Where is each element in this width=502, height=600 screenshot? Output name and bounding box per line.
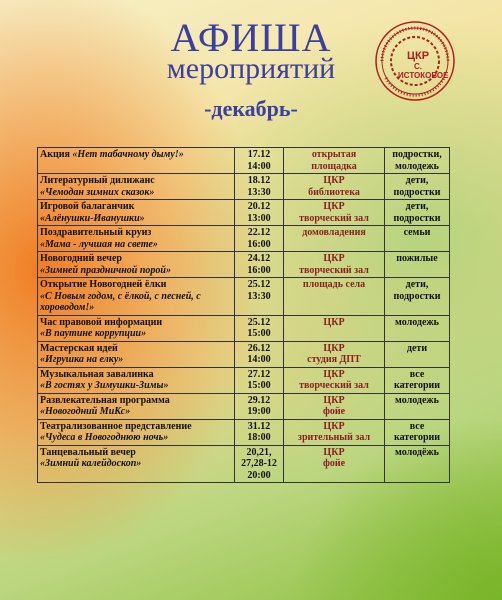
event-name: «Алёнушки-Иванушки» [40,212,145,224]
event-aud1: подростки, [392,149,442,160]
event-aud2: подростки [393,290,441,302]
logo-label-line2: С. ИСТОКОВОЕ [398,62,449,80]
event-name: «С Новым годом, с ёлкой, с песней, с хороводом!» [40,290,201,313]
event-place1: ЦКР [323,201,345,212]
event-row [38,226,450,252]
event-row [38,315,450,341]
event-audience [385,278,450,316]
event-place2: зрительный зал [297,432,371,443]
event-cell [38,174,235,200]
event-audience [385,393,450,419]
event-aud1: пожилые [396,253,438,264]
event-audience [385,200,450,226]
event-cell [38,252,235,278]
event-datetime [235,148,284,174]
event-time: 15:00 [247,328,271,339]
event-type: Открытие Новогодней ёлки [40,279,167,290]
event-row [38,445,450,483]
event-cell [38,200,235,226]
event-date: 29.12 [247,394,271,406]
event-cell [38,315,235,341]
event-name: «Чемодан зимних сказок» [40,186,155,198]
event-place [284,419,385,445]
event-row [38,174,450,200]
event-date: 31.12 [247,420,271,432]
event-cell [38,278,235,316]
event-place2: библиотека [308,186,360,198]
event-place2: студия ДПТ [307,354,361,365]
event-place2: фойе [322,458,346,469]
event-place2: творческий зал [299,264,369,276]
event-place [284,252,385,278]
event-audience [385,341,450,367]
event-place1: домовладения [302,227,366,238]
event-row [38,200,450,226]
event-time: 13:30 [247,186,271,198]
event-aud1: все [409,368,425,380]
event-name: «Зимней праздничной порой» [40,264,171,276]
event-name: «Нет табачному дыму!» [72,149,184,160]
event-time: 13:30 [247,290,271,302]
event-time: 19:00 [247,406,271,417]
event-audience [385,419,450,445]
event-row [38,393,450,419]
event-time: 14:00 [247,354,271,365]
event-place1: ЦКР [323,368,345,380]
event-date: 25.12 [247,316,271,328]
events-table [37,147,450,483]
event-aud2: категории [393,380,441,391]
event-aud1: дети, [405,201,429,212]
event-date: 22.12 [247,227,271,238]
event-place1: ЦКР [323,316,345,328]
event-name: «В гостях у Зимушки-Зимы» [40,380,169,391]
event-type: Развлекательная программа [40,394,170,406]
event-aud2: подростки [393,186,441,198]
event-place [284,341,385,367]
page-subtitle: мероприятий [166,52,336,85]
event-aud1: семьи [403,227,431,238]
event-time: 15:00 [247,380,271,391]
event-cell [38,445,235,483]
event-cell [38,148,235,174]
event-type: Час правовой информации [40,316,163,328]
event-row [38,278,450,316]
event-cell [38,226,235,252]
event-type: Акция [40,149,70,160]
event-audience [385,315,450,341]
event-date: 17.12 [247,149,271,160]
event-place1: ЦКР [323,253,345,264]
event-date: 26.12 [247,342,271,354]
event-place1: ЦКР [323,420,345,432]
event-type: Театрализованное представление [40,420,192,432]
event-place2: фойе [322,406,346,417]
event-place [284,200,385,226]
event-datetime [235,252,284,278]
event-place [284,174,385,200]
event-place1: ЦКР [323,394,345,406]
event-place [284,367,385,393]
event-time2: 20:00 [247,469,271,481]
event-time: 27,28-12 [241,458,277,469]
month-label: -декабрь- [204,96,298,121]
event-row [38,148,450,174]
event-name: «В паутине коррупции» [40,328,147,339]
event-aud1: молодёжь [395,446,439,458]
event-aud1: все [409,420,425,432]
event-time: 16:00 [247,238,271,250]
event-datetime [235,278,284,316]
event-datetime [235,315,284,341]
event-cell [38,367,235,393]
event-place [284,226,385,252]
logo-label-line1: ЦКР [406,50,430,62]
event-type: Мастерская идей [40,342,118,354]
event-type: Литературный дилижанс [40,175,155,186]
event-name: «Чудеса в Новогоднюю ночь» [40,432,169,443]
page-title: АФИША [170,15,332,60]
event-type: Новогодний вечер [40,253,122,264]
event-time: 13:00 [247,212,271,224]
event-row [38,252,450,278]
event-row [38,419,450,445]
event-place1: открытая [311,149,357,160]
event-type: Танцевальный вечер [40,446,136,458]
event-aud2: категории [393,432,441,443]
event-cell [38,419,235,445]
event-date: 20.12 [247,201,271,212]
event-place1: площадь села [302,279,366,290]
event-place [284,278,385,316]
event-row [38,367,450,393]
event-aud1: дети, [405,175,429,186]
event-datetime [235,367,284,393]
event-audience [385,148,450,174]
event-row [38,341,450,367]
event-audience [385,252,450,278]
event-type: Музыкальная завалинка [40,368,154,380]
event-name: «Новогодний МиКс» [40,406,131,417]
event-place1: ЦКР [323,342,345,354]
event-aud1: молодежь [395,316,439,328]
event-place2: площадка [311,160,357,172]
event-audience [385,367,450,393]
event-aud2: молодежь [395,160,439,172]
event-date: 20,21, [246,446,272,458]
event-aud1: дети [406,342,428,354]
event-place [284,148,385,174]
event-place2: творческий зал [299,380,369,391]
event-audience [385,445,450,483]
event-datetime [235,341,284,367]
event-place1: ЦКР [323,446,345,458]
event-place [284,315,385,341]
event-type: Поздравительный круиз [40,227,152,238]
event-cell [38,341,235,367]
event-datetime [235,226,284,252]
event-cell [38,393,235,419]
event-place1: ЦКР [323,175,345,186]
event-time: 18:00 [247,432,271,443]
event-date: 27.12 [247,368,271,380]
event-name: «Мама - лучшая на свете» [40,238,158,250]
event-audience [385,226,450,252]
event-date: 18.12 [247,175,271,186]
event-aud2: подростки [393,212,441,224]
event-date: 25.12 [247,279,271,290]
event-datetime [235,393,284,419]
event-name: «Игрушка на елку» [40,354,124,365]
event-name: «Зимний калейдоскоп» [40,458,142,469]
event-datetime [235,445,284,483]
event-aud1: дети, [405,279,429,290]
event-time: 16:00 [247,264,271,276]
event-place [284,393,385,419]
event-datetime [235,419,284,445]
event-time: 14:00 [247,160,271,172]
event-date: 24.12 [247,253,271,264]
logo-label [398,50,449,80]
event-place2: творческий зал [299,212,369,224]
event-type: Игровой балаганчик [40,201,135,212]
event-audience [385,174,450,200]
event-aud1: молодежь [395,394,439,406]
event-place [284,445,385,483]
event-datetime [235,174,284,200]
event-datetime [235,200,284,226]
